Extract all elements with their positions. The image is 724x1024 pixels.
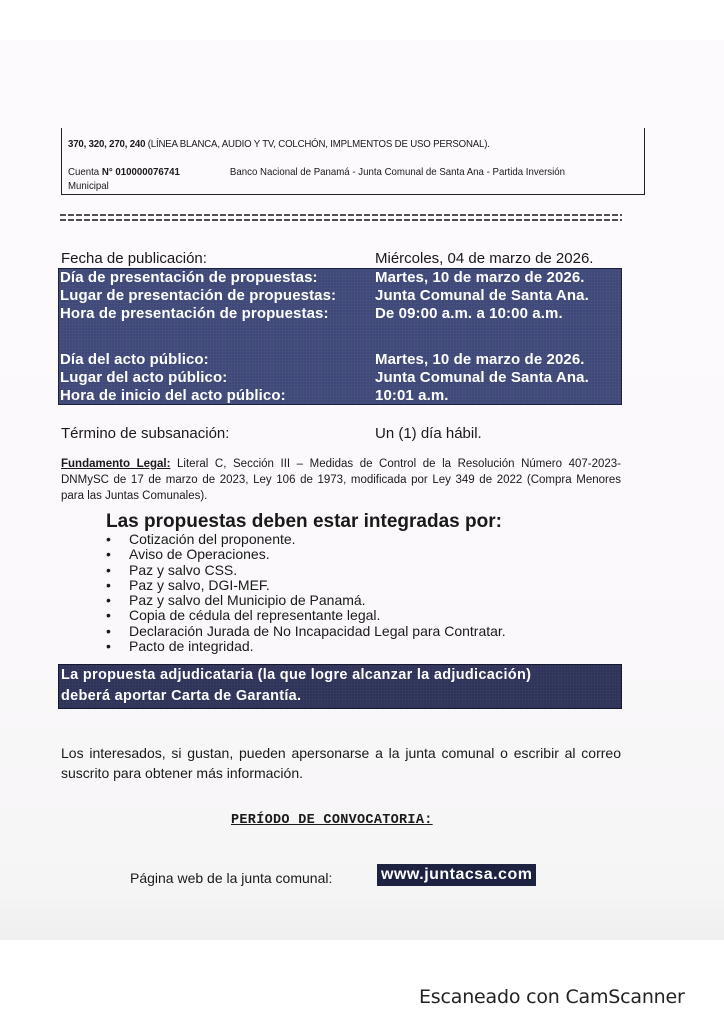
- budget-codes: 370, 320, 270, 240: [68, 138, 146, 150]
- info-paragraph: Los interesados, si gustan, pueden apersonarse a la junta comunal o escribir al correo suscrito para obtener más información.: [61, 745, 621, 781]
- website-link[interactable]: www.juntacsa.com: [377, 864, 536, 886]
- bank-info: Banco Nacional de Panamá - Junta Comunal de Santa Ana - Partida Inversión: [229, 166, 566, 178]
- list-item: • Paz y salvo del Municipio de Panamá.: [106, 593, 506, 608]
- subsanacion-label: Término de subsanación:: [61, 425, 230, 442]
- publication-date-label: Fecha de publicación:: [61, 250, 207, 267]
- schedule-label: Día de presentación de propuestas:: [60, 269, 318, 286]
- account-number: N° 010000076741: [101, 166, 180, 178]
- list-item: • Paz y salvo CSS.: [106, 563, 506, 578]
- budget-categories: (LÍNEA BLANCA, AUDIO Y TV, COLCHÓN, IMPLMENTOS DE USO PERSONAL).: [145, 138, 490, 150]
- schedule-label: Lugar del acto público:: [60, 369, 228, 386]
- schedule-value: Martes, 10 de marzo de 2026.: [375, 351, 585, 368]
- legal-basis-label: Fundamento Legal:: [61, 458, 171, 470]
- account-line: [68, 166, 566, 178]
- guarantee-notice-line: La propuesta adjudicataria (la que logre alcanzar la adjudicación): [61, 667, 532, 683]
- list-item: • Paz y salvo, DGI-MEF.: [106, 578, 506, 593]
- requirements-list: [106, 532, 506, 654]
- account-label: Cuenta: [68, 166, 102, 178]
- schedule-value: De 09:00 a.m. a 10:00 a.m.: [375, 305, 563, 322]
- schedule-label: Día del acto público:: [60, 351, 209, 368]
- schedule-value: Junta Comunal de Santa Ana.: [375, 287, 589, 304]
- budget-lines-text: [68, 138, 490, 150]
- schedule-value: Martes, 10 de marzo de 2026.: [375, 269, 585, 286]
- requirements-title: Las propuestas deben estar integradas por:: [106, 511, 502, 532]
- list-item: • Pacto de integridad.: [106, 639, 506, 654]
- schedule-label: Hora de inicio del acto público:: [60, 387, 286, 404]
- schedule-label: Lugar de presentación de propuestas:: [60, 287, 337, 304]
- legal-basis-text: Literal C, Sección III – Medidas de Control de la Resolución Número 407-2023-DNMySC de 17 de marzo de 2023, Ley 106 de 1973, modificada por Ley 349 de 2022 (Compra Menores para las Juntas Comunales).: [61, 458, 621, 502]
- bank-info-continued: Municipal: [68, 180, 109, 192]
- schedule-value: Junta Comunal de Santa Ana.: [375, 369, 589, 386]
- website-label: Página web de la junta comunal:: [130, 870, 333, 886]
- list-item: • Copia de cédula del representante legal.: [106, 608, 506, 623]
- camscanner-watermark: Escaneado con CamScanner: [419, 986, 685, 1008]
- equals-divider: [60, 214, 622, 221]
- guarantee-notice-line: deberá aportar Carta de Garantía.: [61, 688, 302, 704]
- list-item: • Declaración Jurada de No Incapacidad Legal para Contratar.: [106, 624, 506, 639]
- budget-info-box: [61, 128, 645, 195]
- list-item: • Aviso de Operaciones.: [106, 547, 506, 562]
- list-item: • Cotización del proponente.: [106, 532, 506, 547]
- legal-basis: [61, 456, 621, 504]
- schedule-value: 10:01 a.m.: [375, 387, 449, 404]
- publication-date-value: Miércoles, 04 de marzo de 2026.: [375, 250, 594, 267]
- schedule-label: Hora de presentación de propuestas:: [60, 305, 329, 322]
- period-heading: PERÍODO DE CONVOCATORIA:: [231, 813, 433, 828]
- subsanacion-value: Un (1) día hábil.: [375, 425, 482, 442]
